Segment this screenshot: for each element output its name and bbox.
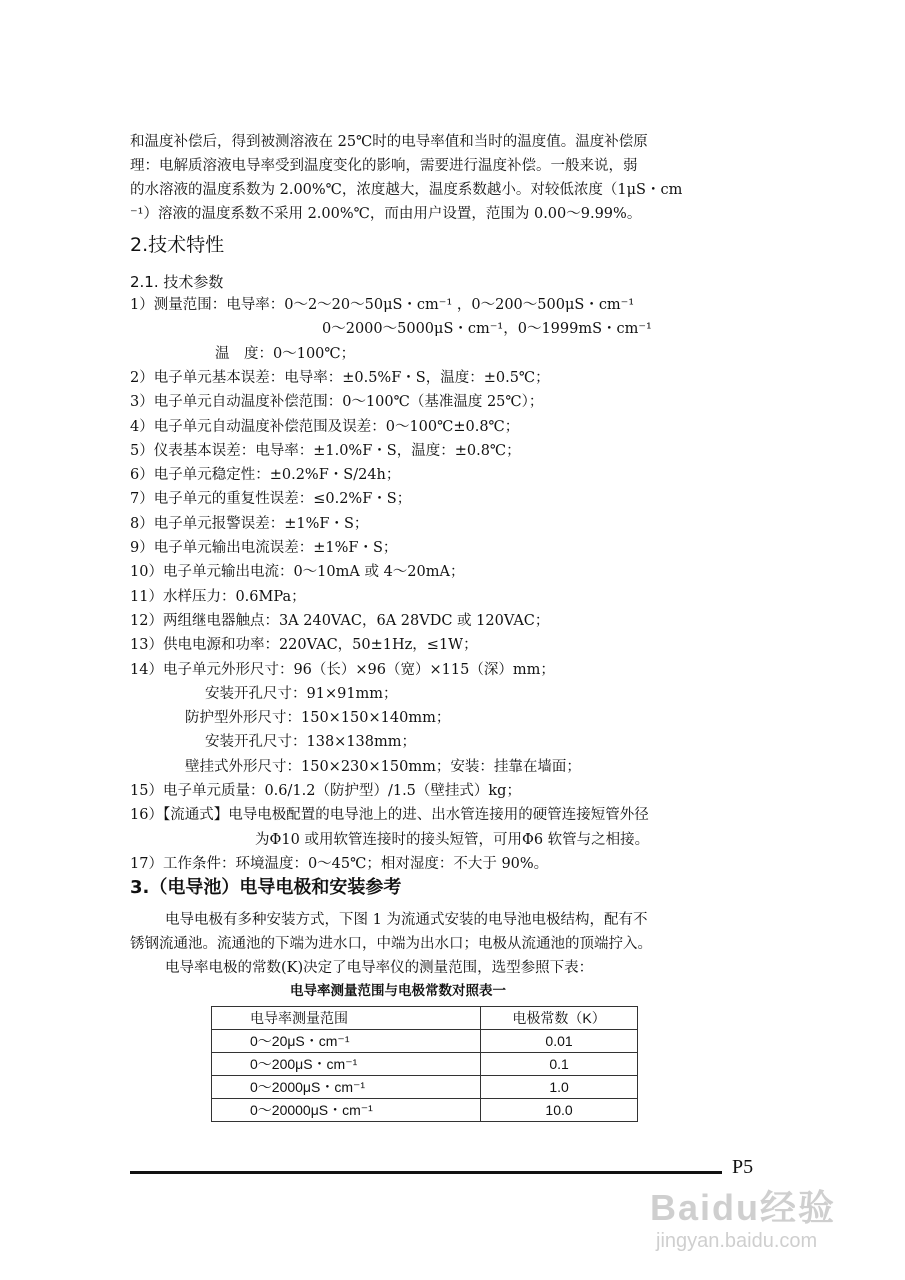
header-cell: 电极常数（K） — [481, 1007, 638, 1030]
spec-item: 温 度：0～100℃； — [215, 345, 356, 362]
section-heading: 3.（电导池）电导电极和安装参考 — [130, 877, 402, 898]
section-heading: 2.技术特性 — [130, 234, 225, 256]
para-line: 电导率电极的常数(K)决定了电导率仪的测量范围，选型参照下表： — [165, 960, 594, 976]
constant-cell: 0.1 — [481, 1053, 638, 1076]
spec-item: 6）电子单元稳定性：±0.2%F・S/24h； — [130, 467, 401, 484]
table-header-row — [212, 1007, 638, 1030]
spec-item: 12）两组继电器触点：3A 240VAC，6A 28VDC 或 120VAC； — [130, 612, 550, 629]
intro-line: 和温度补偿后，得到被测溶液在 25℃时的电导率值和当时的温度值。温度补偿原 — [130, 134, 648, 150]
header-cell: 电导率测量范围 — [212, 1007, 481, 1030]
intro-line: ⁻¹）溶液的温度系数不采用 2.00%℃，而由用户设置，范围为 0.00～9.99%。 — [130, 206, 642, 222]
spec-item: 17）工作条件：环境温度：0～45℃；相对湿度：不大于 90%。 — [130, 855, 549, 872]
spec-item: 9）电子单元输出电流误差：±1%F・S； — [130, 540, 398, 556]
range-cell: 0～20000μS・cm⁻¹ — [212, 1099, 481, 1122]
spec-item: 0～2000～5000μS・cm⁻¹，0～1999mS・cm⁻¹ — [322, 321, 652, 338]
watermark-url: jingyan.baidu.com — [656, 1229, 818, 1252]
table-row — [212, 1053, 638, 1076]
spec-item: 8）电子单元报警误差：±1%F・S； — [130, 515, 369, 532]
intro-line: 理：电解质溶液电导率受到温度变化的影响，需要进行温度补偿。一般来说，弱 — [130, 158, 638, 174]
spec-item: 10）电子单元输出电流：0～10mA 或 4～20mA； — [130, 564, 465, 581]
spec-item: 1）测量范围：电导率：0～2～20～50μS・cm⁻¹ ，0～200～500μS・cm⁻¹ — [130, 297, 635, 313]
range-cell: 0～2000μS・cm⁻¹ — [212, 1076, 481, 1099]
range-cell: 0～200μS・cm⁻¹ — [212, 1053, 481, 1076]
spec-item: 2）电子单元基本误差：电导率：±0.5%F・S，温度：±0.5℃； — [130, 369, 550, 386]
range-cell: 0～20μS・cm⁻¹ — [212, 1030, 481, 1053]
spec-item: 安装开孔尺寸：91×91mm； — [205, 685, 398, 702]
spec-item: 11）水样压力：0.6MPa； — [130, 588, 306, 605]
spec-item: 5）仪表基本误差：电导率：±1.0%F・S，温度：±0.8℃； — [130, 442, 521, 459]
constant-cell: 1.0 — [481, 1076, 638, 1099]
spec-item: 15）电子单元质量：0.6/1.2（防护型）/1.5（壁挂式）kg； — [130, 783, 521, 799]
range-constant-table — [211, 1006, 638, 1122]
spec-item: 为Φ10 或用软管连接时的接头短管，可用Φ6 软管与之相接。 — [255, 831, 650, 848]
spec-item: 7）电子单元的重复性误差：≤0.2%F・S； — [130, 491, 412, 508]
baidu-watermark — [650, 1188, 836, 1252]
spec-item: 14）电子单元外形尺寸：96（长）×96（宽）×115（深）mm； — [130, 661, 555, 678]
spec-item: 防护型外形尺寸：150×150×140mm； — [185, 710, 451, 727]
footer-rule — [130, 1171, 722, 1174]
spec-item: 4）电子单元自动温度补偿范围及误差：0～100℃±0.8℃； — [130, 418, 520, 435]
spec-item: 16）【流通式】电导电极配置的电导池上的进、出水管连接用的硬管连接短管外径 — [130, 807, 649, 824]
para-line: 锈钢流通池。流通池的下端为进水口，中端为出水口；电极从流通池的顶端拧入。 — [130, 936, 652, 952]
subsection-heading: 2.1. 技术参数 — [130, 273, 224, 291]
spec-item: 13）供电电源和功率：220VAC，50±1Hz，≤1W； — [130, 637, 478, 654]
table-row — [212, 1030, 638, 1053]
table-title: 电导率测量范围与电极常数对照表一 — [290, 983, 506, 999]
table-row — [212, 1099, 638, 1122]
page-number: P5 — [732, 1156, 754, 1178]
constant-cell: 0.01 — [481, 1030, 638, 1053]
table-row — [212, 1076, 638, 1099]
constant-cell: 10.0 — [481, 1099, 638, 1122]
intro-line: 的水溶液的温度系数为 2.00%℃，浓度越大，温度系数越小。对较低浓度（1μS・cm — [130, 182, 683, 198]
para-line: 电导电极有多种安装方式，下图 1 为流通式安装的电导池电极结构，配有不 — [165, 912, 648, 928]
spec-item: 3）电子单元自动温度补偿范围：0～100℃（基准温度 25℃）； — [130, 394, 544, 411]
spec-item: 安装开孔尺寸：138×138mm； — [205, 734, 416, 751]
watermark-logo: Baidu经验 — [650, 1187, 837, 1228]
spec-item: 壁挂式外形尺寸：150×230×150mm；安装：挂靠在墙面； — [185, 758, 581, 775]
